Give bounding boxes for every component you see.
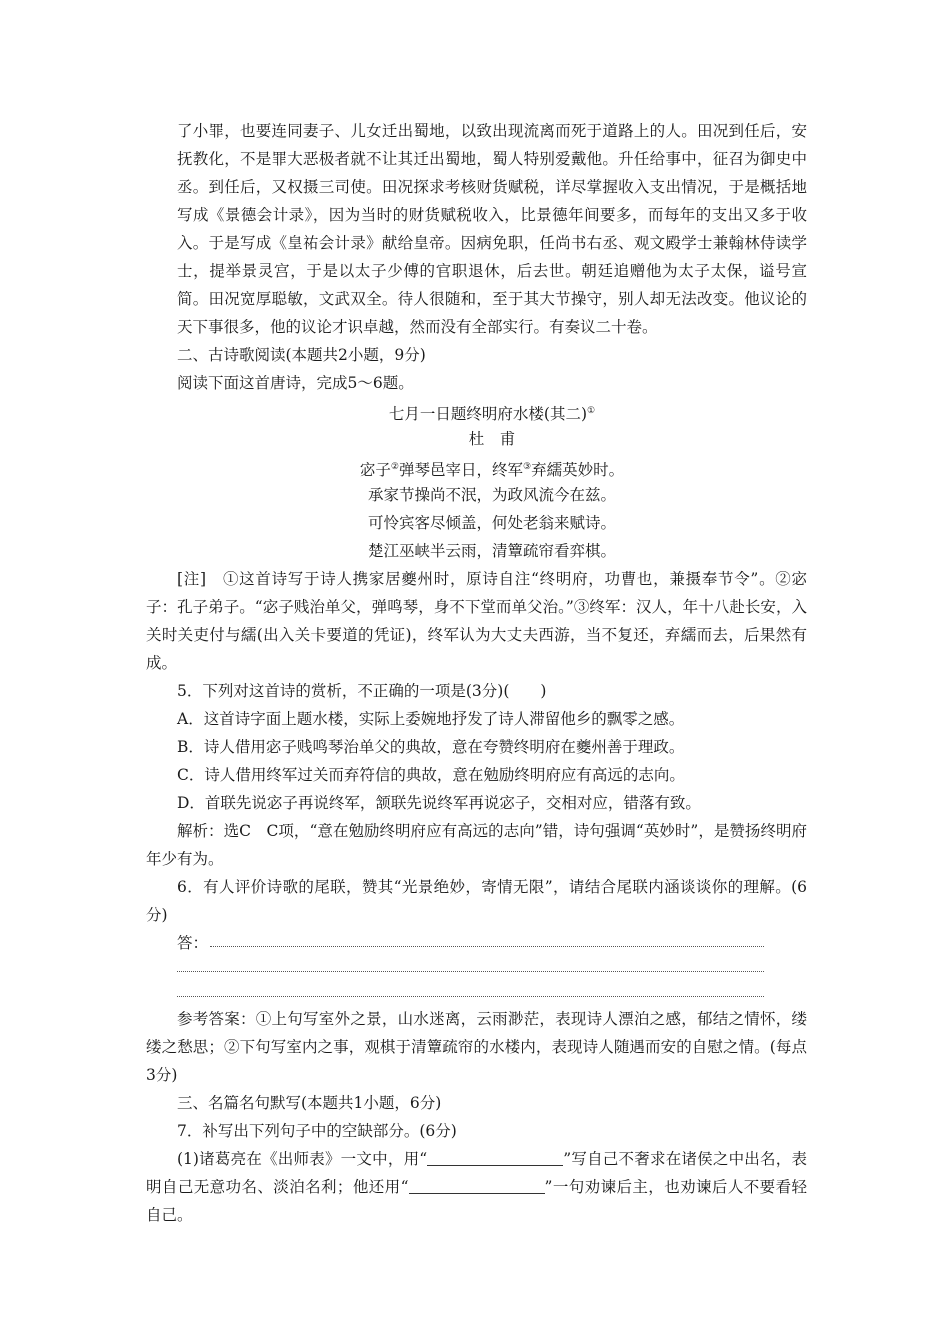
answer-line-1[interactable] [210, 946, 764, 947]
poet-name: 杜 甫 [468, 430, 516, 448]
q7-item-1-text-c: ”一句劝谏后主，也劝谏后人不要看轻自己。 [146, 1178, 807, 1224]
q6-stem: 6．有人评价诗歌的尾联，赞其“光景绝妙，寄情无限”，请结合尾联内涵谈谈你的理解。(6分) [146, 878, 807, 924]
poem-verse-1 [177, 453, 807, 484]
poem-verse-3: 可怜宾客尽倾盖，何处老翁来赋诗。 [367, 514, 616, 532]
q5-analysis: 解析：选C C项，“意在勉励终明府应有高远的志向”错，诗句强调“英妙时”，是赞扬终明府年少有为。 [146, 822, 807, 868]
poem-instruction: 阅读下面这首唐诗，完成5～6题。 [177, 374, 414, 392]
verse-1-part-a: 宓子 [359, 461, 391, 479]
translation-paragraph: 了小罪，也要连同妻子、儿女迁出蜀地，以致出现流离而死于道路上的人。田况到任后，安抚教化，不是罪大恶极者就不让其迁出蜀地，蜀人特别爱戴他。升任给事中，征召为御史中丞。到任后，又权摄三司使。田况探求考核财货赋税，详尽掌握收入支出情况，于是概括地写成《景德会计录》，因为当时的财货赋税收入，比景德年间要多，而每年的支出又多于收入。于是写成《皇祐会计录》献给皇帝。因病免职，任尚书右丞、观文殿学士兼翰林侍读学士，提举景灵宫，于是以太子少傅的官职退休，后去世。朝廷追赠他为太子太保，谥号宣简。田况宽厚聪敏，文武双全。待人很随和，至于其大节操守，别人却无法改变。他议论的天下事很多，他的议论才识卓越，然而没有全部实行。有奏议二十卷。 [177, 122, 807, 336]
q7-item-1-text-b: ”写自己不奢求在诸侯之中出名，表明自己无意功名、淡泊名利；他还用“ [146, 1150, 807, 1196]
poem-title-note-mark: ① [587, 406, 596, 416]
answer-line-2[interactable] [177, 971, 764, 972]
q6-reference-answer: 参考答案：①上句写室外之景，山水迷离，云雨渺茫，表现诗人漂泊之感，郁结之情怀，缕缕之愁思；②下句写室内之事，观棋于清簟疏帘的水楼内，表现诗人随遇而安的自慰之情。(每点3分) [146, 1010, 807, 1084]
section-2-heading: 二、古诗歌阅读(本题共2小题，9分) [177, 346, 426, 364]
q5-option-d: D．首联先说宓子再说终军，颔联先说终军再说宓子，交相对应，错落有致。 [177, 794, 701, 812]
q7-item-1 [146, 1145, 807, 1229]
q5-stem: 5．下列对这首诗的赏析，不正确的一项是(3分)( ) [177, 682, 547, 700]
q7-stem: 7．补写出下列句子中的空缺部分。(6分) [177, 1122, 457, 1140]
section-3-heading: 三、名篇名句默写(本题共1小题，6分) [177, 1094, 442, 1112]
verse-1-note-2-mark: ② [390, 462, 399, 472]
poem-title-text: 七月一日题终明府水楼(其二) [388, 405, 588, 423]
verse-1-note-3-mark: ③ [523, 462, 532, 472]
poem-verse-2: 承家节操尚不泯，为政风流今在兹。 [367, 486, 616, 504]
q6-answer-label: 答： [177, 934, 209, 952]
q7-item-1-text-a: (1)诸葛亮在《出师表》一文中，用“ [177, 1150, 428, 1168]
verse-1-part-b: 弹琴邑宰日，终军 [398, 461, 523, 479]
poem-notes: [注] ①这首诗写于诗人携家居夔州时，原诗自注“终明府，功曹也，兼摄奉节令”。②宓子：孔子弟子。“宓子贱治单父，弹鸣琴，身不下堂而单父治。”③终军：汉人，年十八赴长安，入关时关吏付与繻(出入关卡要道的凭证)，终军认为大丈夫西游，当不复还，弃繻而去，后果然有成。 [146, 570, 807, 672]
poem-verse-4: 楚江巫峡半云雨，清簟疏帘看弈棋。 [367, 542, 616, 560]
q5-option-b: B．诗人借用宓子贱鸣琴治单父的典故，意在夸赞终明府在夔州善于理政。 [177, 738, 685, 756]
q5-option-a: A．这首诗字面上题水楼，实际上委婉地抒发了诗人滞留他乡的飘零之感。 [177, 710, 685, 728]
fill-blank-1[interactable] [427, 1151, 563, 1166]
poem-title [177, 397, 807, 428]
fill-blank-2[interactable] [409, 1179, 545, 1194]
verse-1-part-c: 弃繻英妙时。 [531, 461, 625, 479]
answer-line-3[interactable] [177, 996, 764, 997]
q5-option-c: C．诗人借用终军过关而弃符信的典故，意在勉励终明府应有高远的志向。 [177, 766, 685, 784]
